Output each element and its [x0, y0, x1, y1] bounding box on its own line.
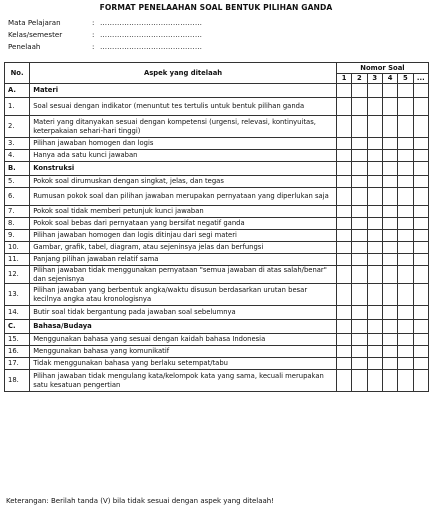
header-nomor-2: 2	[352, 73, 367, 84]
check-cell[interactable]	[413, 98, 428, 116]
meta-label: Mata Pelajaran	[8, 18, 61, 27]
check-cell[interactable]	[336, 370, 351, 392]
meta-blank: ……………………………………	[100, 18, 203, 27]
check-cell[interactable]	[382, 176, 397, 188]
section-row	[5, 162, 429, 176]
check-cell[interactable]	[413, 116, 428, 138]
check-cell[interactable]	[367, 138, 382, 150]
check-cell[interactable]	[367, 218, 382, 230]
check-cell[interactable]	[336, 266, 351, 284]
check-cell[interactable]	[398, 84, 413, 98]
review-table-body	[5, 84, 429, 392]
check-cell[interactable]	[352, 358, 367, 370]
section-letter: B.	[5, 162, 30, 176]
section-title: Bahasa/Budaya	[30, 320, 337, 334]
row-number: 10.	[5, 242, 30, 254]
check-cell[interactable]	[382, 150, 397, 162]
check-cell[interactable]	[367, 230, 382, 242]
aspek-text: Tidak menggunakan bahasa yang berlaku setempat/tabu	[30, 358, 337, 370]
check-cell[interactable]	[382, 266, 397, 284]
check-cell[interactable]	[367, 98, 382, 116]
check-cell[interactable]	[382, 346, 397, 358]
aspek-text: Pilihan jawaban tidak mengulang kata/kelompok kata yang sama, kecuali merupakan satu kesatuan pengertian	[30, 370, 337, 392]
check-cell[interactable]	[382, 358, 397, 370]
section-row	[5, 84, 429, 98]
section-title: Materi	[30, 84, 337, 98]
table-row	[5, 218, 429, 230]
section-letter: A.	[5, 84, 30, 98]
check-cell[interactable]	[367, 358, 382, 370]
check-cell[interactable]	[352, 176, 367, 188]
header-nomor-soal: Nomor Soal	[336, 63, 428, 74]
check-cell[interactable]	[367, 188, 382, 206]
aspek-text: Pokok soal bebas dari pernyataan yang bersifat negatif ganda	[30, 218, 337, 230]
check-cell[interactable]	[382, 230, 397, 242]
check-cell[interactable]	[336, 138, 351, 150]
table-row	[5, 230, 429, 242]
check-cell[interactable]	[352, 334, 367, 346]
aspek-text: Menggunakan bahasa yang sesuai dengan kaidah bahasa Indonesia	[30, 334, 337, 346]
meta-separator: :	[92, 42, 95, 52]
aspek-text: Panjang pilihan jawaban relatif sama	[30, 254, 337, 266]
row-number: 5.	[5, 176, 30, 188]
row-number: 7.	[5, 206, 30, 218]
check-cell[interactable]	[352, 138, 367, 150]
check-cell[interactable]	[413, 150, 428, 162]
check-cell[interactable]	[367, 306, 382, 320]
check-cell[interactable]	[413, 188, 428, 206]
check-cell[interactable]	[352, 242, 367, 254]
meta-blank: ……………………………………	[100, 42, 203, 52]
check-cell[interactable]	[352, 284, 367, 306]
check-cell[interactable]	[352, 266, 367, 284]
check-cell[interactable]	[382, 162, 397, 176]
check-cell[interactable]	[367, 242, 382, 254]
check-cell[interactable]	[336, 84, 351, 98]
row-number: 17.	[5, 358, 30, 370]
aspek-text: Pilihan jawaban yang berbentuk angka/waktu disusun berdasarkan urutan besar kecilnya angka atau kronologisnya	[30, 284, 337, 306]
row-number: 18.	[5, 370, 30, 392]
check-cell[interactable]	[413, 230, 428, 242]
check-cell[interactable]	[413, 266, 428, 284]
check-cell[interactable]	[382, 218, 397, 230]
check-cell[interactable]	[336, 358, 351, 370]
check-cell[interactable]	[352, 230, 367, 242]
check-cell[interactable]	[413, 254, 428, 266]
check-cell[interactable]	[367, 320, 382, 334]
table-row	[5, 370, 429, 392]
row-number: 14.	[5, 306, 30, 320]
check-cell[interactable]	[352, 116, 367, 138]
check-cell[interactable]	[352, 162, 367, 176]
table-row	[5, 176, 429, 188]
aspek-text: Pilihan jawaban tidak menggunakan pernyataan "semua jawaban di atas salah/benar" dan sejenisnya	[30, 266, 337, 284]
header-no: No.	[5, 63, 30, 84]
check-cell[interactable]	[413, 334, 428, 346]
check-cell[interactable]	[336, 334, 351, 346]
table-row	[5, 266, 429, 284]
aspek-text: Menggunakan bahasa yang komunikatif	[30, 346, 337, 358]
row-number: 2.	[5, 116, 30, 138]
check-cell[interactable]	[413, 138, 428, 150]
check-cell[interactable]	[413, 162, 428, 176]
check-cell[interactable]	[336, 116, 351, 138]
check-cell[interactable]	[352, 150, 367, 162]
check-cell[interactable]	[382, 188, 397, 206]
aspek-text: Materi yang ditanyakan sesuai dengan kompetensi (urgensi, relevasi, kontinyuitas, keterpakaian sehari-hari tinggi)	[30, 116, 337, 138]
row-number: 12.	[5, 266, 30, 284]
row-number: 16.	[5, 346, 30, 358]
check-cell[interactable]	[398, 230, 413, 242]
footer-note: Keterangan: Berilah tanda (V) bila tidak sesuai dengan aspek yang ditelaah!	[6, 497, 275, 505]
aspek-text: Soal sesuai dengan indikator (menuntut tes tertulis untuk bentuk pilihan ganda	[30, 98, 337, 116]
check-cell[interactable]	[382, 138, 397, 150]
check-cell[interactable]	[398, 306, 413, 320]
row-number: 6.	[5, 188, 30, 206]
aspek-text: Hanya ada satu kunci jawaban	[30, 150, 337, 162]
aspek-text: Rumusan pokok soal dan pilihan jawaban merupakan pernyataan yang diperlukan saja	[30, 188, 337, 206]
check-cell[interactable]	[413, 218, 428, 230]
check-cell[interactable]	[367, 334, 382, 346]
check-cell[interactable]	[413, 242, 428, 254]
row-number: 3.	[5, 138, 30, 150]
check-cell[interactable]	[336, 346, 351, 358]
check-cell[interactable]	[398, 284, 413, 306]
check-cell[interactable]	[336, 176, 351, 188]
check-cell[interactable]	[398, 188, 413, 206]
meta-separator: :	[92, 18, 95, 27]
check-cell[interactable]	[398, 150, 413, 162]
check-cell[interactable]	[398, 334, 413, 346]
check-cell[interactable]	[382, 84, 397, 98]
check-cell[interactable]	[336, 218, 351, 230]
header-nomor-more: ...	[413, 73, 428, 84]
check-cell[interactable]	[398, 218, 413, 230]
check-cell[interactable]	[382, 320, 397, 334]
meta-label: Penelaah	[8, 42, 41, 52]
check-cell[interactable]	[398, 162, 413, 176]
check-cell[interactable]	[398, 138, 413, 150]
table-row	[5, 188, 429, 206]
aspek-text: Butir soal tidak bergantung pada jawaban soal sebelumnya	[30, 306, 337, 320]
header-aspek: Aspek yang ditelaah	[30, 63, 337, 84]
check-cell[interactable]	[367, 266, 382, 284]
aspek-text: Gambar, grafik, tabel, diagram, atau sejeninsya jelas dan berfungsi	[30, 242, 337, 254]
header-nomor-5: 5	[398, 73, 413, 84]
check-cell[interactable]	[413, 358, 428, 370]
meta-row-kelas-semester	[8, 29, 202, 41]
table-row	[5, 284, 429, 306]
check-cell[interactable]	[398, 346, 413, 358]
check-cell[interactable]	[336, 306, 351, 320]
aspek-text: Pilihan jawaban homogen dan logis	[30, 138, 337, 150]
check-cell[interactable]	[367, 162, 382, 176]
row-number: 15.	[5, 334, 30, 346]
check-cell[interactable]	[398, 320, 413, 334]
check-cell[interactable]	[352, 370, 367, 392]
check-cell[interactable]	[352, 254, 367, 266]
table-row	[5, 358, 429, 370]
aspek-text: Pokok soal dirumuskan dengan singkat, jelas, dan tegas	[30, 176, 337, 188]
meta-row-mata-pelajaran	[8, 17, 202, 29]
check-cell[interactable]	[336, 206, 351, 218]
check-cell[interactable]	[352, 218, 367, 230]
check-cell[interactable]	[382, 98, 397, 116]
row-number: 4.	[5, 150, 30, 162]
section-letter: C.	[5, 320, 30, 334]
check-cell[interactable]	[367, 346, 382, 358]
check-cell[interactable]	[352, 188, 367, 206]
identity-fields	[8, 17, 202, 54]
check-cell[interactable]	[398, 266, 413, 284]
document-title: FORMAT PENELAAHAN SOAL BENTUK PILIHAN GANDA	[99, 3, 333, 12]
check-cell[interactable]	[382, 254, 397, 266]
check-cell[interactable]	[336, 242, 351, 254]
check-cell[interactable]	[382, 306, 397, 320]
check-cell[interactable]	[352, 346, 367, 358]
check-cell[interactable]	[382, 116, 397, 138]
table-row	[5, 116, 429, 138]
header-nomor-4: 4	[382, 73, 397, 84]
check-cell[interactable]	[336, 320, 351, 334]
section-row	[5, 320, 429, 334]
check-cell[interactable]	[367, 116, 382, 138]
aspek-text: Pokok soal tidak memberi petunjuk kunci jawaban	[30, 206, 337, 218]
check-cell[interactable]	[413, 320, 428, 334]
check-cell[interactable]	[367, 84, 382, 98]
row-number: 9.	[5, 230, 30, 242]
check-cell[interactable]	[413, 206, 428, 218]
check-cell[interactable]	[398, 254, 413, 266]
table-row	[5, 254, 429, 266]
table-row	[5, 346, 429, 358]
check-cell[interactable]	[413, 284, 428, 306]
header-nomor-1: 1	[336, 73, 351, 84]
table-row	[5, 98, 429, 116]
check-cell[interactable]	[352, 320, 367, 334]
check-cell[interactable]	[398, 370, 413, 392]
table-row	[5, 206, 429, 218]
check-cell[interactable]	[398, 206, 413, 218]
check-cell[interactable]	[413, 306, 428, 320]
meta-blank: ……………………………………	[100, 30, 203, 40]
check-cell[interactable]	[382, 242, 397, 254]
check-cell[interactable]	[413, 346, 428, 358]
aspek-text: Pilihan jawaban homogen dan logis ditinjau dari segi materi	[30, 230, 337, 242]
check-cell[interactable]	[352, 98, 367, 116]
check-cell[interactable]	[367, 176, 382, 188]
check-cell[interactable]	[336, 150, 351, 162]
check-cell[interactable]	[352, 206, 367, 218]
check-cell[interactable]	[367, 284, 382, 306]
table-row	[5, 242, 429, 254]
check-cell[interactable]	[336, 98, 351, 116]
check-cell[interactable]	[398, 98, 413, 116]
check-cell[interactable]	[336, 254, 351, 266]
table-row	[5, 334, 429, 346]
row-number: 1.	[5, 98, 30, 116]
check-cell[interactable]	[398, 242, 413, 254]
row-number: 13.	[5, 284, 30, 306]
check-cell[interactable]	[367, 254, 382, 266]
meta-label: Kelas/semester	[8, 30, 63, 40]
review-table	[4, 62, 429, 392]
check-cell[interactable]	[398, 176, 413, 188]
meta-row-penelaah	[8, 41, 202, 53]
section-title: Konstruksi	[30, 162, 337, 176]
meta-separator: :	[92, 30, 95, 40]
check-cell[interactable]	[336, 188, 351, 206]
check-cell[interactable]	[398, 116, 413, 138]
check-cell[interactable]	[413, 176, 428, 188]
check-cell[interactable]	[382, 284, 397, 306]
check-cell[interactable]	[367, 370, 382, 392]
row-number: 8.	[5, 218, 30, 230]
table-row	[5, 138, 429, 150]
header-nomor-3: 3	[367, 73, 382, 84]
check-cell[interactable]	[336, 162, 351, 176]
check-cell[interactable]	[398, 358, 413, 370]
check-cell[interactable]	[367, 150, 382, 162]
check-cell[interactable]	[382, 334, 397, 346]
check-cell[interactable]	[352, 84, 367, 98]
check-cell[interactable]	[336, 230, 351, 242]
check-cell[interactable]	[382, 370, 397, 392]
table-row	[5, 306, 429, 320]
check-cell[interactable]	[413, 84, 428, 98]
check-cell[interactable]	[336, 284, 351, 306]
table-row	[5, 150, 429, 162]
check-cell[interactable]	[413, 370, 428, 392]
check-cell[interactable]	[367, 206, 382, 218]
check-cell[interactable]	[352, 306, 367, 320]
row-number: 11.	[5, 254, 30, 266]
check-cell[interactable]	[382, 206, 397, 218]
